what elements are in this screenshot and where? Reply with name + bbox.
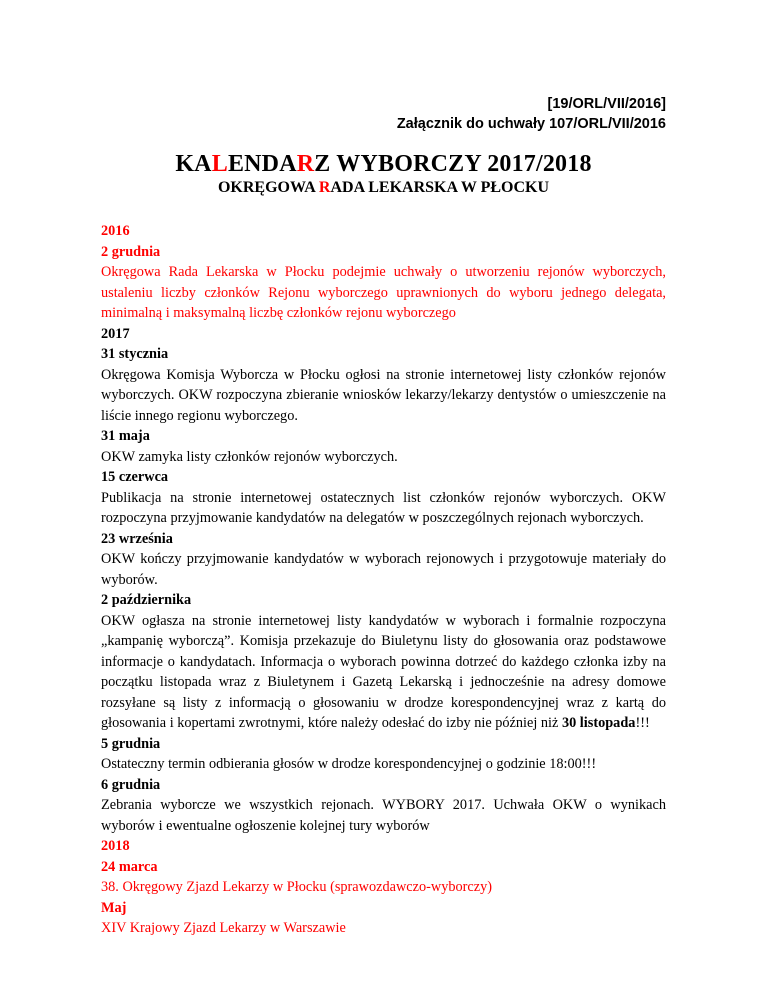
event-6-december: Zebrania wyborcze we wszystkich rejonach. WYBORY 2017. Uchwała OKW o wynikach wyborów i ewentualne ogłoszenie kolejnej tury wyborów bbox=[101, 797, 666, 834]
event-15-june: Publikacja na stronie internetowej ostatecznych list członków rejonów wyborczych. OKW rozpoczyna przyjmowanie kandydatów na delegatów w poszczególnych rejonach wyborczych. bbox=[101, 489, 666, 526]
title-part: ENDA bbox=[227, 151, 297, 177]
event-2-october-end: !!! bbox=[635, 715, 650, 731]
date-2-october: 2 października bbox=[101, 592, 192, 608]
subtitle-part: OKRĘGOWA bbox=[217, 179, 319, 196]
event-2-october bbox=[101, 611, 666, 734]
date-may: Maj bbox=[101, 899, 127, 916]
event-2-october-text: OKW ogłasza na stronie internetowej listy kandydatów w wyborach i formalnie rozpoczyna „kampanię wyborczą”. Komisja przekazuje do Biuletynu listy do głosowania oraz podstawowe informacje o kandydatach. Informacja o wyborach powinna dotrzeć do każdego członka izby na początku listopada wraz z Biuletynem i Gazetą Lekarską i jednocześnie na adresy domowe rozsyłane są listy z informacją o głosowaniu w drodze korespondencyjnej wraz z kartą do głosowania i kopertami zwrotnymi, które należy odesłać do izby nie później niż bbox=[101, 612, 666, 731]
title-part: KA bbox=[175, 151, 212, 177]
event-2-december-2016: Okręgowa Rada Lekarska w Płocku podejmie uchwały o utworzeniu rejonów wyborczych, ustaleniu liczby członków Rejonu wyborczego uprawnionych do wyboru jednego delegata, minimalną i maksymalną liczbę członków rejonu wyborczego bbox=[101, 264, 666, 321]
event-may: XIV Krajowy Zjazd Lekarzy w Warszawie bbox=[101, 920, 346, 936]
document-title bbox=[101, 150, 666, 178]
reference-number: [19/ORL/VII/2016] bbox=[547, 96, 666, 112]
title-red-letter: L bbox=[211, 151, 228, 177]
subtitle-red-letter: R bbox=[318, 179, 331, 196]
event-24-march: 38. Okręgowy Zjazd Lekarzy w Płocku (sprawozdawczo-wyborczy) bbox=[101, 879, 493, 895]
date-6-december: 6 grudnia bbox=[101, 776, 161, 793]
deadline-30-november: 30 listopada bbox=[561, 715, 636, 731]
title-part: Z WYBORCZY 2017/2018 bbox=[314, 151, 592, 177]
attachment-note: Załącznik do uchwały 107/ORL/VII/2016 bbox=[396, 116, 666, 132]
calendar-body bbox=[101, 221, 666, 939]
document-reference bbox=[101, 94, 666, 134]
year-heading-2016: 2016 bbox=[101, 223, 130, 239]
date-15-june: 15 czerwca bbox=[101, 469, 169, 485]
date-24-march: 24 marca bbox=[101, 858, 158, 875]
year-heading-2018: 2018 bbox=[101, 838, 130, 854]
date-23-september: 23 września bbox=[101, 530, 173, 547]
subtitle-part: ADA LEKARSKA W PŁOCKU bbox=[330, 179, 550, 196]
date-2-december-2016: 2 grudnia bbox=[101, 243, 161, 260]
event-23-september: OKW kończy przyjmowanie kandydatów w wyborach rejonowych i przygotowuje materiały do wyborów. bbox=[101, 551, 666, 588]
document-page bbox=[101, 94, 666, 939]
date-5-december: 5 grudnia bbox=[101, 735, 161, 752]
year-heading-2017: 2017 bbox=[101, 325, 130, 342]
date-31-may: 31 maja bbox=[101, 428, 150, 444]
event-31-may: OKW zamyka listy członków rejonów wyborczych. bbox=[101, 448, 398, 465]
document-subtitle bbox=[101, 178, 666, 198]
event-5-december: Ostateczny termin odbierania głosów w drodze korespondencyjnej o godzinie 18:00!!! bbox=[101, 756, 597, 772]
date-31-january: 31 stycznia bbox=[101, 346, 169, 362]
title-red-letter: R bbox=[296, 151, 315, 177]
event-31-january: Okręgowa Komisja Wyborcza w Płocku ogłosi na stronie internetowej listy członków rejonów wyborczych. OKW rozpoczyna zbieranie wniosków lekarzy/lekarzy dentystów o umieszczenie na liście innego regionu wyborczego. bbox=[101, 366, 666, 424]
